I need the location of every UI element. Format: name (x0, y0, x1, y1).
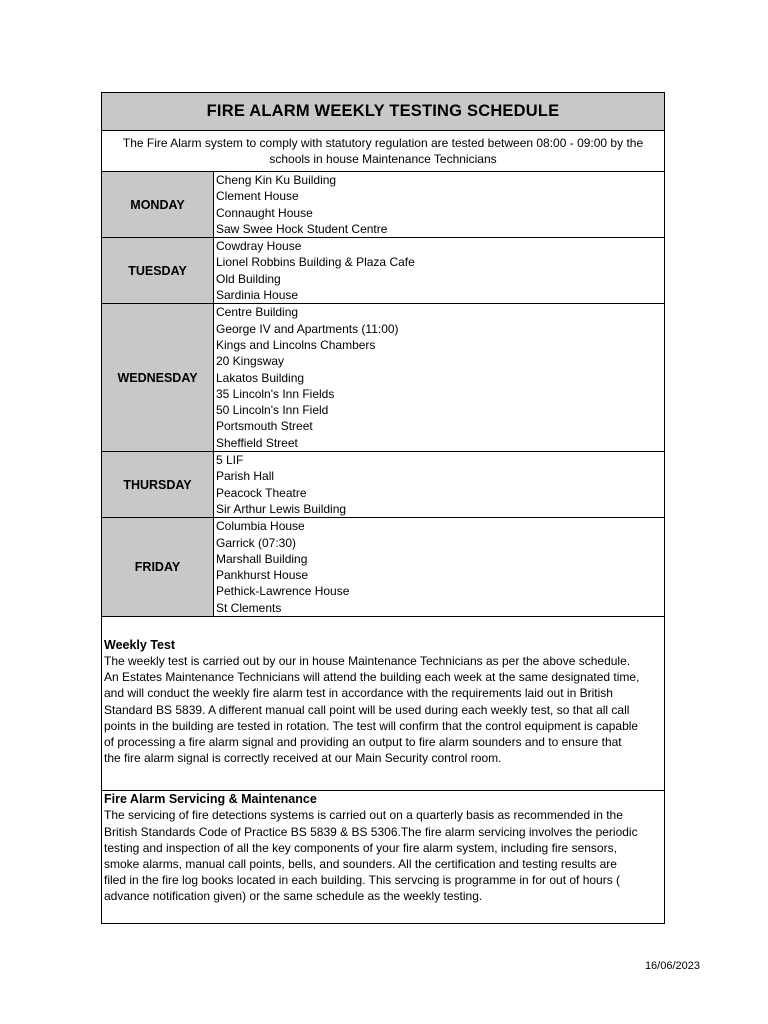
building-item: Connaught House (216, 205, 313, 220)
paragraph-line: filed in the fire log books located in each building. This servcing is programme in for out of hours ( (104, 873, 621, 888)
paragraph-line: testing and inspection of all the key components of your fire alarm system, including fire sensors, (104, 840, 617, 855)
schedule-table (102, 172, 664, 617)
weekly-test-body (104, 653, 662, 766)
building-list (214, 452, 664, 517)
paragraph-line: The servicing of fire detections systems is carried out on a quarterly basis as recommended in the (104, 808, 623, 823)
building-item: Pankhurst House (216, 568, 309, 583)
day-label: MONDAY (102, 172, 214, 237)
paragraph-line: The weekly test is carried out by our in house Maintenance Technicians as per the above schedule. (104, 654, 631, 669)
building-list (214, 518, 664, 616)
servicing-heading: Fire Alarm Servicing & Maintenance (104, 792, 317, 807)
schedule-row (102, 238, 664, 304)
weekly-test-section (102, 617, 664, 791)
paragraph-line: of processing a fire alarm signal and providing an output to fire alarm sounders and to ensure that (104, 735, 622, 750)
building-item: Portsmouth Street (216, 419, 313, 434)
servicing-section (102, 791, 664, 922)
day-label: WEDNESDAY (102, 304, 214, 451)
day-label: TUESDAY (102, 238, 214, 303)
weekly-test-heading: Weekly Test (104, 638, 176, 653)
schedule-row (102, 452, 664, 518)
building-item: Columbia House (216, 519, 305, 534)
building-list (214, 304, 664, 451)
building-item: Sheffield Street (216, 435, 298, 450)
intro-line: schools in house Maintenance Technicians (269, 152, 497, 166)
building-item: George IV and Apartments (11:00) (216, 321, 399, 336)
paragraph-line: the fire alarm signal is correctly received at our Main Security control room. (104, 751, 502, 766)
paragraph-line: British Standards Code of Practice BS 5839 & BS 5306.The fire alarm servicing involves the periodic (104, 824, 638, 839)
schedule-row (102, 172, 664, 238)
building-item: Sardinia House (216, 288, 299, 303)
building-item: Old Building (216, 271, 281, 286)
building-item: St Clements (216, 600, 282, 615)
paragraph-line: An Estates Maintenance Technicians will attend the building each week at the same designated time, (104, 670, 640, 685)
footer-date: 16/06/2023 (644, 960, 700, 972)
day-label: THURSDAY (102, 452, 214, 517)
building-item: Clement House (216, 189, 299, 204)
paragraph-line: advance notification given) or the same schedule as the weekly testing. (104, 889, 483, 904)
building-item: Sir Arthur Lewis Building (216, 501, 347, 516)
building-item: 35 Lincoln's Inn Fields (216, 386, 335, 401)
intro-line: The Fire Alarm system to comply with statutory regulation are tested between 08:00 - 09:00 by the (122, 136, 644, 150)
building-item: 5 LIF (216, 453, 244, 468)
building-list (214, 172, 664, 237)
schedule-document (101, 92, 665, 924)
building-item: 50 Lincoln's Inn Field (216, 403, 329, 418)
schedule-row (102, 304, 664, 452)
intro-text (102, 131, 664, 172)
building-item: Lionel Robbins Building & Plaza Cafe (216, 255, 415, 270)
building-item: Parish Hall (216, 469, 275, 484)
schedule-row (102, 518, 664, 617)
servicing-body (104, 807, 662, 904)
paragraph-line: smoke alarms, manual call points, bells, and sounders. All the certification and testing results are (104, 857, 617, 872)
building-item: Cowdray House (216, 239, 302, 254)
paragraph-line: Standard BS 5839. A different manual call point will be used during each weekly test, so that all call (104, 702, 630, 717)
paragraph-line: and will conduct the weekly fire alarm test in accordance with the requirements laid out in British (104, 686, 613, 701)
building-item: Peacock Theatre (216, 485, 307, 500)
paragraph-line: points in the building are tested in rotation. The test will confirm that the control equipment is capable (104, 718, 639, 733)
building-item: 20 Kingsway (216, 354, 285, 369)
building-item: Marshall Building (216, 551, 308, 566)
document-title: FIRE ALARM WEEKLY TESTING SCHEDULE (102, 93, 664, 131)
building-item: Lakatos Building (216, 370, 305, 385)
building-item: Kings and Lincolns Chambers (216, 337, 376, 352)
building-item: Pethick-Lawrence House (216, 584, 350, 599)
building-item: Centre Building (216, 305, 299, 320)
building-item: Cheng Kin Ku Building (216, 173, 337, 187)
day-label: FRIDAY (102, 518, 214, 616)
building-item: Garrick (07:30) (216, 535, 297, 550)
building-list (214, 238, 664, 303)
building-item: Saw Swee Hock Student Centre (216, 221, 388, 236)
